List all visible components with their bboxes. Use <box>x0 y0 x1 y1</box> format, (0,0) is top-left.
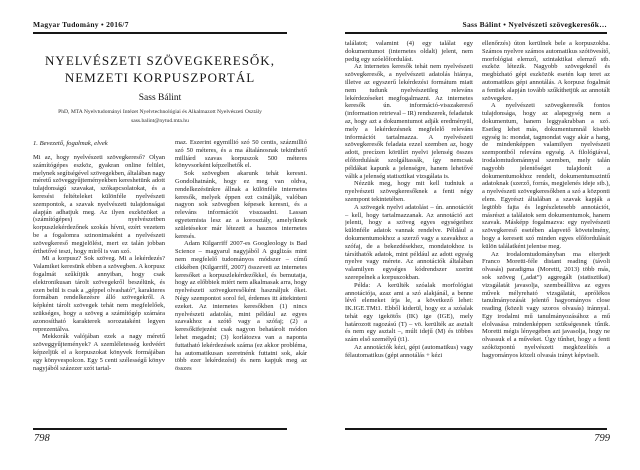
body-paragraph: A nyelvészeti szövegkeresők fontos tulajdonsága, hogy az alapegység nem a dokumentum, hanem leggyakrabban a szó. Esetleg lehet más, dokumentumnál kisebb egység is: mondat, tagmondat vagy akár a hang, de mindenképpen valamilyen nyelvészeti szempontból releváns egység. A filológiával, irodalomtudománnyal szemben, mely talán nagyobb jelentőséget tulajdonít a dokumentumokhoz rendelt, dokumentumszintű adatoknak (szerző, forrás, megjelenés ideje stb.), a nyelvészeti szövegkeresőkben a szó a központi elem. Egyrészt általában a szavak kapják a legtöbb fajta és legrészletesebb annotációt, másrészt a találatok sem dokumentumok, hanem szavak. Másképp fogalmazva: egy nyelvészeti szövegkereső esetében alapvető követelmény, hogy a keresett szó minden egyes előfordulását külön találatként jelentse meg. <box>482 102 610 250</box>
body-paragraph: A szövegek nyelvi adatolást – ún. annotációt – kell, hogy tartalmazzanak. Az annotáció azt jelenti, hogy a szöveg egyes egységeihez különféle adatok vannak rendelve. Például a dokumentumokhoz a szerző vagy a szavakhoz a szófaj, de a bekezdésekhez, mondatokhoz is társíthatók adatok, mint például az adott egység nyelve vagy mérete. Az annotációk általában valamilyen egységes kódrendszer szerint szerepelnek a korpuszokban. <box>345 203 473 281</box>
body-paragraph: Nézzük meg, hogy mit kell tudniuk a nyelvészeti szövegkeresőknek a fenti négy szempont tekintetében. <box>345 180 473 203</box>
article-running-head: Sass Bálint • Nyelvészeti szövegkeresők… <box>462 20 607 29</box>
body-paragraph: Adam Kilgarriff 2007-es Googleology is Bad Science – magyarul nagyjából A guglizás mint nem megfelelő tudományos módszer – című cikkében (Kilgarriff, 2007) összeveti az internetes keresőket a korpuszlekérdezőkkel, és bemutatja, hogy az előbbiek miért nem alkalmasak arra, hogy nyelvészeti szövegkeresőként használjuk őket. Négy szempontot sorol fel, érdemes itt áttekinteni ezeket. Az internetes keresőkben (1) nincs nyelvészeti adatolás, mint például az egyes szavakhoz a szótő vagy a szófaj; (2) a keresőkifejezést csak nagyon behatárolt módon lehet megadni; (3) korlátozva van a naponta futtatható lekérdezések száma (ez akkor probléma, ha automatikusan szeretnénk futtatni sok, akár több ezer lekérdezést) és nem kapjuk meg az összes <box>175 240 307 373</box>
page-number: 799 <box>594 433 610 444</box>
body-paragraph: Mekkorák valójában ezek a nagy méretű szöveggyűjtemények? A szemléletesség kedvéért képzeljük el a korpuszokat könyvek formájában egy könyvespolcon. Egy 5 centi szélességű könyv nagyjából százezer szót tartal- <box>33 333 165 372</box>
body-paragraph: Az annotációk kézi, gépi (automatikus) vagy félautomatikus (gépi annotálás + kézi <box>345 344 473 359</box>
left-page-body <box>33 139 307 428</box>
body-paragraph: Az internetes keresők tehát nem nyelvészeti szövegkeresők, a nyelvészeti adatolás hiánya, illetve az egyszerű lekérdezési formátum miatt nem tudunk nyelvészetileg releváns lekérdezéseket megfogalmazni. Az internetes keresők ún. információ-visszakereső (information retrieval – IR) rendszerek, feladatuk az, hogy azt a dokumentumot adják eredményül, mely a lekérdezésnek megfelelő releváns információt tartalmazza. A nyelvészeti szövegkeresők feladata ezzel szemben az, hogy adott, precízen körülírt nyelvi jelenség összes előfordulását szolgáltassák, így nemcsak példákat kapunk a jelenségre, hanem lehetővé válik a jelenség statisztikai vizsgálata is. <box>345 63 473 180</box>
article-title-line-1: NYELVÉSZETI SZÖVEGKERESŐK, <box>45 53 275 68</box>
right-page <box>320 0 640 470</box>
body-paragraph: Példa: A kerülték szóalak morfológiai annotációja, azaz ami a szó alakjánál, a benne lévő elemeket írja le, a következő lehet: IK.IGE.TMt1. Ebből kiderül, hogy ez a szóalak tehát egy igekötős (IK) ige (IGE), mely határozott ragozású (T) – vö. kerülték az asztalt és nem egy asztalt –, múlt idejű (M) és többes szám első személyű (t1). <box>345 281 473 344</box>
section-heading: 1. Bevezető, fogalmak, elvek <box>33 140 108 147</box>
header-rule <box>33 32 287 34</box>
journal-running-head: Magyar Tudomány • 2016/7 <box>33 20 129 29</box>
article-title-line-2: NEMZETI KORPUSZPORTÁL <box>64 70 256 86</box>
body-paragraph: maz. Eszerint egymillió szó 50 centis, százmillió szó 50 méteres, és a ma általánosnak tekinthető milliárd szavas korpuszok 500 méteres könyvsorként képzelhetők el. <box>175 139 307 170</box>
author-email: sass.balint@nytud.mta.hu <box>131 117 189 124</box>
body-paragraph: Mi az, hogy nyelvészeti szövegkereső? Olyan számítógépes eszköz, gyakran online felület, melynek segítségével szövegekben, általában nagy méretű szöveggyűjteményekben kereshetünk adott tulajdonságú szavakat, szókapcsolatokat, és a keresési feltételeket különféle nyelvészeti szempontok, a szavak nyelvészeti tulajdonságai alapján adhatjuk meg. Az ilyen eszközöket a (számítógépes) nyelvészetben korpuszlekérdezőnek szokás hívni, ezért vezetem be a fogalomra szinonimaként a nyelvészeti szövegkereső megjelölést, mert ez talán jobban érthetővé teszi, hogy miről is van szó. <box>33 154 165 255</box>
footer-rule <box>345 428 607 430</box>
body-paragraph: találatot; valamint (4) egy találat egy dokumentumot (internetes oldalt) jelent, nem pedig egy szóelőfordulást. <box>345 40 473 63</box>
left-page-column-1 <box>33 139 165 428</box>
author-name: Sass Bálint <box>138 93 182 104</box>
article-title <box>27 52 293 86</box>
body-paragraph: Mi a korpusz? Sok szöveg. Mi a lekérdezés? Valamiket keresünk ebben a szövegben. A korpusz fogalmát szűkítjük annyiban, hogy csak elektronikusan tárolt szövegekről beszélünk, és ezen belül is csak a „géppel olvasható”, karakteres formában rendelkezésre álló szövegekről. A képként tárolt szövegek tehát nem megfelelőek, szükséges, hogy a szöveg a számítógép számára azonosítható karakterek sorozataként legyen reprezentálva. <box>33 255 165 333</box>
footer-rule <box>33 428 287 430</box>
body-paragraph: Az irodalomtudományban ma elterjedt Franco Moretti-féle distant reading (távoli olvasás) paradigma (Moretti, 2013) több más, sok szöveg („adat”) aggregált (statisztikai) vizsgálatát javasolja, szembeállítva az egyes művek mélyreható vizsgálatát, aprólékos tanulmányozását jelentő hagyományos close reading (közeli vagy szoros olvasás) iránnyal. Egy irodalmi mű tanulmányozásához a mű elolvasása mindenképpen szükségesnek tűnik. Moretti mégis lényegében azt javasolja, hogy ne olvassuk el a műveket. Úgy tűnhet, hogy a fenti szóközpontú nyelvészeti megközelítés a hagyományos közeli olvasás irányt képviseli. <box>482 250 610 359</box>
header-rule <box>345 32 607 34</box>
author-affiliation: PhD, MTA Nyelvtudományi Intézet Nyelvtechnológiai és Alkalmazott Nyelvészeti Osztály <box>58 109 262 116</box>
right-page-column-1 <box>345 40 473 428</box>
left-page-column-2 <box>175 139 307 428</box>
body-paragraph: ellenőrzés) úton kerülnek bele a korpuszokba. Számos nyelvre számos automatikus szótövesítő, morfológiai elemző, szintaktikai elemző stb. eszköz létezik. Nagyobb szövegeknél és megbízható gépi eszközök esetén kap teret az automatikus gépi annotálás. A korpusz fogalmát a fentiek alapján tovább szűkíthetjük az annotált szövegekre. <box>482 40 610 102</box>
article-title-block <box>27 52 293 125</box>
right-page-body <box>345 40 610 428</box>
body-paragraph: Sok szövegben akarunk tehát keresni. Gondolhatnánk, hogy ez meg van oldva, rendelkezésünkre állnak a különféle internetes keresők, melyek éppen ezt csinálják, valóban nagyon sok szövegben képesek keresni, és a releváns információt visszaadni. Lassan egyetemista lesz az a korosztály, amelyiknek születésekor már létezett a hasznos internetes keresés. <box>175 170 307 240</box>
page-number: 798 <box>34 433 50 444</box>
right-page-column-2 <box>482 40 610 428</box>
